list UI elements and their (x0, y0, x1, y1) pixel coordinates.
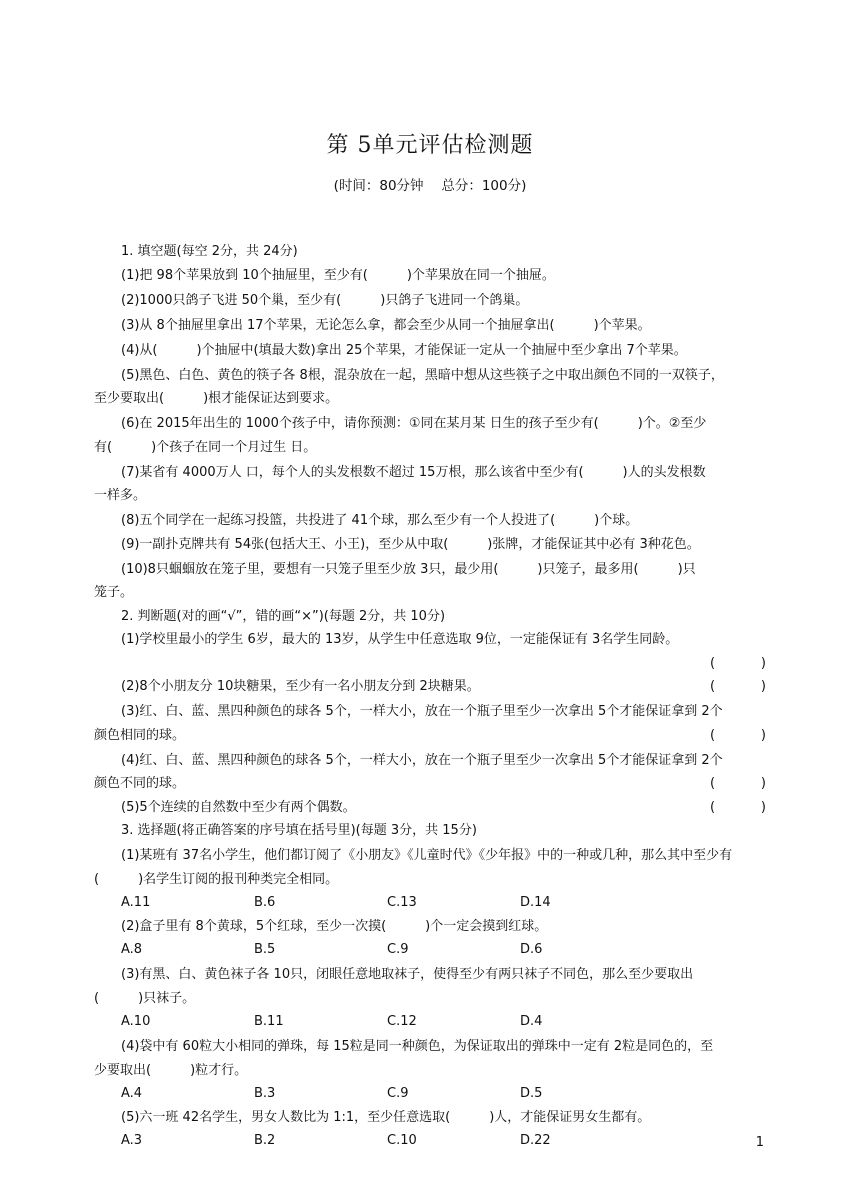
option-b: B.5 (254, 942, 276, 957)
s1-question-2: (2)1000只鸽子飞进 50个巢，至少有( )只鸽子飞进同一个鸽巢。 (121, 292, 529, 308)
s1-question-6-line-2: 有( )个孩子在同一个月过生 日。 (94, 439, 317, 455)
s2-answer-row-1 (94, 652, 766, 676)
option-c: C.9 (387, 1086, 409, 1101)
s3-question-5-options (94, 1129, 766, 1153)
s2-question-2-row (94, 675, 766, 699)
s1-question-4: (4)从( )个抽屉中(填最大数)拿出 25个苹果，才能保证一定从一个抽屉中至少拿出 7个苹果。 (121, 342, 687, 358)
option-a: A.11 (121, 895, 151, 910)
option-d: D.5 (520, 1086, 543, 1101)
s1-question-3: (3)从 8个抽屉里拿出 17个苹果，无论怎么拿，都会至少从同一个抽屉拿出( )个苹果。 (121, 317, 651, 333)
page-number: 1 (755, 1135, 764, 1150)
section-2-heading: 2. 判断题(对的画“√”，错的画“×”)(每题 2分，共 10分) (121, 608, 446, 624)
section-1-heading: 1. 填空题(每空 2分，共 24分) (121, 244, 298, 259)
s1-question-8: (8)五个同学在一起练习投篮，共投进了 41个球，那么至少有一个人投进了( )个球。 (121, 513, 639, 528)
s2-question-4-row (94, 772, 766, 796)
s2-question-5-row (94, 796, 766, 820)
s3-question-4-options (94, 1082, 766, 1106)
option-a: A.10 (121, 1014, 151, 1029)
option-d: D.22 (520, 1133, 551, 1148)
s2-question-3-line-1: (3)红、白、蓝、黑四种颜色的球各 5个，一样大小，放在一个瓶子里至少一次拿出 5个才能保证拿到 2个 (121, 704, 723, 719)
option-b: B.2 (254, 1133, 276, 1148)
s1-question-6-line-1: (6)在 2015年出生的 1000个孩子中，请你预测：①同在某月某 日生的孩子至少有( )个。②至少 (121, 416, 707, 431)
s1-question-5-line-1: (5)黑色、白色、黄色的筷子各 8根，混杂放在一起，黑暗中想从这些筷子之中取出颜色不同的一双筷子， (121, 367, 724, 383)
answer-blank[interactable]: ( ) (710, 776, 766, 791)
s3-question-1-line-1: (1)某班有 37名小学生，他们都订阅了《小朋友》《儿童时代》《少年报》中的一种或几种，那么其中至少有 (121, 848, 733, 863)
s2-question-2: (2)8个小朋友分 10块糖果，至少有一名小朋友分到 2块糖果。 (121, 679, 480, 694)
s3-question-3-options (94, 1010, 766, 1034)
s3-question-4-line-2: 少要取出( )粒才行。 (94, 1062, 248, 1078)
answer-blank[interactable]: ( ) (710, 799, 766, 815)
s2-question-3-line-2: 颜色相同的球。 (94, 727, 186, 743)
s1-question-9: (9)一副扑克牌共有 54张(包括大王、小王)，至少从中取( )张牌，才能保证其中必有 3种花色。 (121, 536, 700, 552)
answer-blank[interactable]: ( ) (710, 727, 766, 743)
s3-question-2-options (94, 938, 766, 962)
s3-question-3-line-2: ( )只袜子。 (94, 990, 196, 1006)
s2-question-4-line-1: (4)红、白、蓝、黑四种颜色的球各 5个，一样大小，放在一个瓶子里至少一次拿出 5个才能保证拿到 2个 (121, 752, 723, 768)
s2-question-4-line-2: 颜色不同的球。 (94, 776, 186, 791)
s1-question-10-line-1: (10)8只蝈蝈放在笼子里，要想有一只笼子里至少放 3只，最少用( )只笼子，最多用( )只 (121, 561, 696, 577)
s1-question-5-line-2: 至少要取出( )根才能保证达到要求。 (94, 391, 339, 406)
answer-blank[interactable]: ( ) (710, 655, 766, 671)
option-b: B.11 (254, 1014, 284, 1029)
option-a: A.4 (121, 1086, 143, 1101)
section-3-heading: 3. 选择题(将正确答案的序号填在括号里)(每题 3分，共 15分) (121, 823, 477, 838)
option-c: C.9 (387, 942, 409, 957)
s3-question-4-line-1: (4)袋中有 60粒大小相同的弹珠，每 15粒是同一种颜色，为保证取出的弹珠中一定有 2粒是同色的，至 (121, 1039, 714, 1054)
option-d: D.4 (520, 1014, 543, 1029)
option-d: D.6 (520, 942, 543, 957)
s2-question-3-row (94, 724, 766, 748)
s1-question-10-line-2: 笼子。 (94, 585, 134, 600)
s2-question-1: (1)学校里最小的学生 6岁，最大的 13岁，从学生中任意选取 9位，一定能保证有 3名学生同龄。 (121, 632, 679, 647)
page-title: 第 5单元评估检测题 (326, 133, 534, 158)
s3-question-2: (2)盒子里有 8个黄球，5个红球，至少一次摸( )个一定会摸到红球。 (121, 918, 548, 934)
s1-question-1: (1)把 98个苹果放到 10个抽屉里，至少有( )个苹果放在同一个抽屉。 (121, 267, 555, 283)
answer-blank[interactable]: ( ) (710, 679, 766, 694)
option-a: A.8 (121, 942, 143, 957)
page-subtitle: (时间：80分钟 总分：100分) (333, 178, 527, 194)
option-a: A.3 (121, 1133, 143, 1148)
s3-question-5: (5)六一班 42名学生，男女人数比为 1:1，至少任意选取( )人，才能保证男女生都有。 (121, 1109, 651, 1125)
s3-question-1-line-2: ( )名学生订阅的报刊种类完全相同。 (94, 871, 339, 887)
option-c: C.13 (387, 895, 417, 910)
option-b: B.3 (254, 1086, 276, 1101)
option-d: D.14 (520, 895, 551, 910)
exam-content (94, 240, 766, 1153)
option-b: B.6 (254, 895, 276, 910)
s3-question-3-line-1: (3)有黑、白、黄色袜子各 10只，闭眼任意地取袜子，使得至少有两只袜子不同色，那么至少要取出 (121, 967, 694, 982)
s1-question-7-line-1: (7)某省有 4000万人 口，每个人的头发根数不超过 15万根，那么该省中至少有( )人的头发根数 (121, 464, 706, 480)
s2-question-5: (5)5个连续的自然数中至少有两个偶数。 (121, 799, 356, 815)
option-c: C.12 (387, 1014, 417, 1029)
s1-question-7-line-2: 一样多。 (94, 488, 147, 503)
s3-question-1-options (94, 891, 766, 915)
option-c: C.10 (387, 1133, 417, 1148)
